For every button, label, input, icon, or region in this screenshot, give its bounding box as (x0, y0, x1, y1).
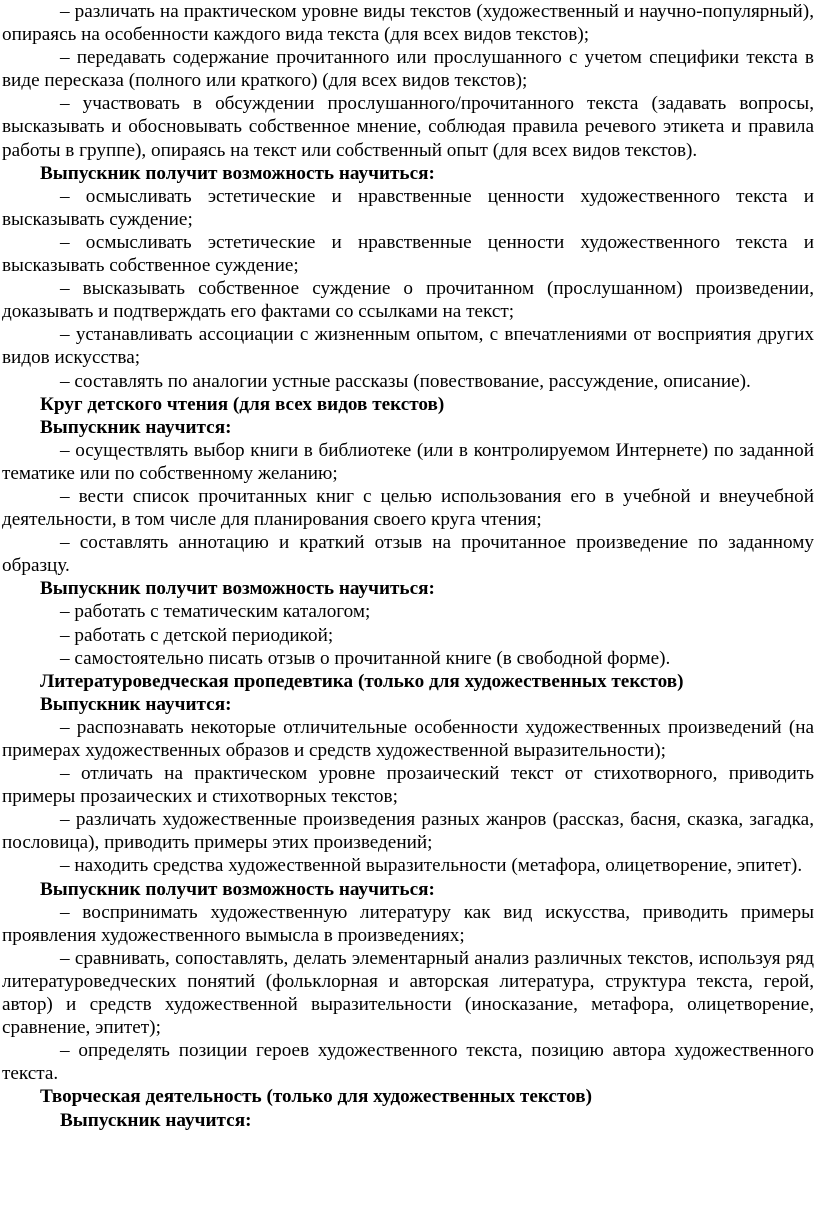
list-item: – работать с тематическим каталогом; (60, 601, 371, 623)
list-item: – осмысливать эстетические и нравственные ценности художественного текста и высказывать суждение; (2, 185, 814, 230)
section-heading: Творческая деятельность (только для художественных текстов) (40, 1086, 592, 1108)
list-item: – участвовать в обсуждении прослушанного/прочитанного текста (задавать вопросы, высказывать и обосновывать собственное мнение, соблюдая правила речевого этикета и правила работы в группе), опираясь на текст или собственный опыт (для всех видов текстов). (2, 93, 814, 161)
section-subheading: Выпускник получит возможность научиться: (40, 878, 435, 900)
list-item: – осуществлять выбор книги в библиотеке (или в контролируемом Интернете) по заданной тематике или по собственному желанию; (2, 439, 814, 484)
section-heading: Круг детского чтения (для всех видов текстов) (40, 393, 445, 415)
list-item: – находить средства художественной выразительности (метафора, олицетворение, эпитет). (60, 855, 803, 877)
list-item: – распознавать некоторые отличительные особенности художественных произведений (на примерах художественных образов и средств художественной выразительности); (2, 716, 814, 761)
list-item: – вести список прочитанных книг с целью использования его в учебной и внеучебной деятельности, в том числе для планирования своего круга чтения; (2, 485, 814, 531)
section-subheading: Выпускник получит возможность научиться: (40, 578, 435, 600)
section-subheading: Выпускник получит возможность научиться: (40, 162, 435, 184)
section-subheading: Выпускник научится: (40, 416, 232, 438)
list-item: – самостоятельно писать отзыв о прочитанной книге (в свободной форме). (60, 647, 671, 669)
list-item: – воспринимать художественную литературу как вид искусства, приводить примеры проявления художественного вымысла в произведениях; (2, 901, 814, 946)
list-item: – высказывать собственное суждение о прочитанном (прослушанном) произведении, доказывать и подтверждать его фактами со ссылками на текст; (2, 278, 814, 323)
list-item: – работать с детской периодикой; (60, 624, 334, 646)
list-item: – различать на практическом уровне виды текстов (художественный и научно-популярный), опираясь на особенности каждого вида текста (для всех видов текстов); (2, 1, 814, 46)
list-item: – определять позиции героев художественного текста, позицию автора художественного текста. (2, 1040, 814, 1085)
list-item: – осмысливать эстетические и нравственные ценности художественного текста и высказывать собственное суждение; (2, 231, 814, 277)
list-item: – отличать на практическом уровне прозаический текст от стихотворного, приводить примеры прозаических и стихотворных текстов; (2, 763, 814, 808)
list-item: – устанавливать ассоциации с жизненным опытом, с впечатлениями от восприятия других видов искусства; (2, 324, 814, 369)
section-subheading: Выпускник научится: (60, 1109, 252, 1131)
list-item: – передавать содержание прочитанного или прослушанного с учетом специфики текста в виде пересказа (полного или краткого) (для всех видов текстов); (2, 47, 814, 92)
list-item: – составлять аннотацию и краткий отзыв на прочитанное произведение по заданному образцу. (2, 532, 814, 577)
list-item: – составлять по аналогии устные рассказы (повествование, рассуждение, описание). (60, 370, 751, 392)
list-item: – сравнивать, сопоставлять, делать элементарный анализ различных текстов, используя ряд литературоведческих понятий (фольклорная и авторская литература, структура текста, герой, автор) и средств художественной выразительности (иносказание, метафора, олицетворение, сравнение, эпитет); (2, 947, 814, 1039)
section-heading: Литературоведческая пропедевтика (только для художественных текстов) (40, 670, 684, 692)
list-item: – различать художественные произведения разных жанров (рассказ, басня, сказка, загадка, пословица), приводить примеры этих произведений; (2, 809, 814, 854)
section-subheading: Выпускник научится: (40, 693, 232, 715)
